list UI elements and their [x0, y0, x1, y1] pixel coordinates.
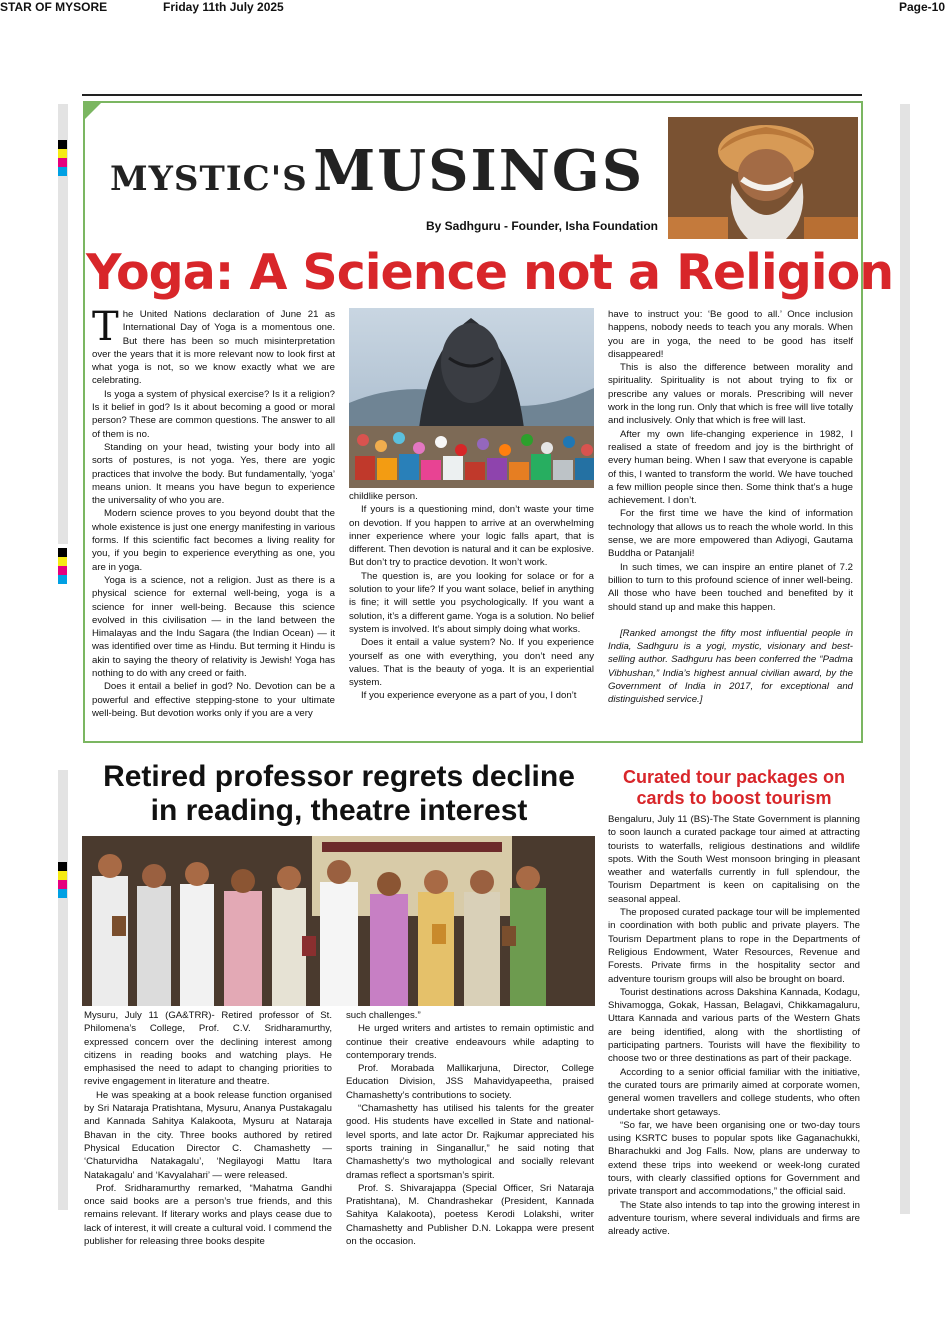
drop-cap: T — [92, 304, 119, 350]
yoga-paragraph: This is also the difference between morality and spirituality. Spirituality is not about trying to fix or prescribe any values or morals. Prescribing will never work in the long run. Only that which is free will live totally and inclusively. Only that which is free will last. — [608, 362, 853, 427]
tourism-paragraph: “So far, we have been organising one or two-day tours using KSRTC buses to popular spots like Gaganachukki, Bharachukki and Jog Falls. Now, plans are underway to extend these trips into weekend or week-long curated tours, with clearly classified options for Government and private transport and accommodations,” the official said. — [608, 1119, 860, 1198]
right-margin-bar — [900, 104, 910, 1214]
column-title: MYSTIC'S MUSINGS — [110, 138, 645, 204]
yoga-paragraph: Modern science proves to you beyond doubt that the whole existence is just one energy manifesting in various forms. If this scientific fact becomes a living reality for you, if you begin to experience everything as one, you are in yoga. — [92, 508, 335, 573]
yoga-paragraph: If yours is a questioning mind, don’t waste your time on devotion. If you happen to arrive at an overwhelming inner experience where your logic falls apart, that is different. Then devotion is natural and it can be explosive. But don’t try to practice devotion. It won’t work. — [349, 504, 594, 569]
yoga-paragraph: The question is, are you looking for solace or for a solution to your life? If you want solace, belief in anything is fine; it will settle you psychologically. If you want a solution, it’s a different game. Yoga is a solution. No belief system is involved. It’s about simply doing what works. — [349, 570, 594, 635]
tourism-paragraph: Tourist destinations across Dakshina Kannada, Kodagu, Shivamogga, Gokak, Hassan, Belagavi, Chikkamagaluru, Uttara Kannada and various parts of the Western Ghats are being identified, along with the shortlisting of participating partners. Tourists will have the flexibility to choose two or three destinations as part of their package. — [608, 986, 860, 1065]
professor-column-1 — [84, 1009, 332, 1248]
yoga-paragraph: Does it entail a value system? No. If you experience yourself as one with everything, you don’t need any values. That is the beauty of yoga. It is an experiential system. — [349, 637, 594, 689]
author-portrait — [668, 117, 858, 239]
paper-name: STAR OF MYSORE — [0, 0, 108, 14]
color-registration-mark — [58, 862, 67, 898]
yoga-paragraph: Is yoga a system of physical exercise? Is it a religion? Is it belief in god? Is it about becoming a good or moral person? These are common questions. The answer to all of them is no. — [92, 388, 335, 440]
professor-paragraph: Prof. Sridharamurthy remarked, “Mahatma Gandhi once said books are a person’s true friends, and this remains relevant. If literary works and plays cease due to lack of interest, it will create a cultural void. I commend the publisher for releasing three books despite — [84, 1182, 332, 1248]
left-margin-bar-bottom — [58, 770, 68, 1210]
byline: By Sadhguru - Founder, Isha Foundation — [426, 219, 658, 233]
professor-paragraph: Mysuru, July 11 (GA&TRR)- Retired professor of St. Philomena’s College, Prof. C.V. Sridharamurthy, expressed concern over the declining interest among citizens in reading books and watching plays. He emphasised the need to adapt to changing priorities to revive engagement in literature and theatre. — [84, 1010, 332, 1088]
color-registration-mark — [58, 548, 67, 584]
book-release-photo — [82, 836, 595, 1006]
professor-headline: Retired professor regrets decline in reading, theatre interest — [103, 760, 575, 827]
yoga-paragraph: Standing on your head, twisting your body into all sorts of postures, is not yoga. Yes, there are yogic practices that involve the body. But fundamentally, ‘yoga’ means union. It means you have begun to experience the universality of who you are. — [92, 441, 335, 507]
yoga-column-2 — [349, 490, 594, 703]
professor-paragraph: Prof. S. Shivarajappa (Special Officer, Sri Nataraja Pratishtana), M. Chandrashekar (President, Kannada Sahitya Kalakoota), poetess Kerodi Lolakshi, writer Chamashetty and Publisher D.N. Lokappa were present on the occasion. — [346, 1182, 594, 1248]
yoga-paragraph: childlike person. — [349, 491, 418, 502]
yoga-column-3 — [608, 308, 853, 707]
professor-paragraph: Prof. Morabada Mallikarjuna, Director, College Education Division, JSS Mahavidyapeetha, praised Chamashetty’s contributions to society. — [346, 1063, 594, 1101]
professor-paragraph: He was speaking at a book release function organised by Sri Nataraja Pratishtana, Mysuru, Ananya Pustakagalu and Kannada Sahitya Kalakoota, Mysuru at Nataraja Bhavan in the city. Three books authored by retired Physical Education Director C. Chamashetty — ‘Chaturvidha Natakagalu’, ‘Negilayogi Mattu Itara Natakagalu’ and ‘Kavyalahari’ — were released. — [84, 1089, 332, 1181]
tourism-headline: Curated tour packages on cards to boost tourism — [622, 767, 846, 808]
professor-paragraph: “Chamashetty has utilised his talents for the greater good. His students have excelled in State and national-level sports, and late actor Dr. Rajkumar appreciated his sports training in Singanallur,” he said noting that Chamashetty’s two mythological and socially relevant dramas reflect a sportsman’s spirit. — [346, 1103, 594, 1181]
page-number: Page-10 — [898, 0, 945, 14]
masthead-rule — [82, 94, 862, 96]
yoga-column-1 — [92, 304, 335, 720]
professor-paragraph: such challenges.” — [346, 1010, 421, 1021]
yoga-paragraph: For the first time we have the kind of information technology that allows us to reach the whole world. In this sense, we are more empowered than Adiyogi, Gautama Buddha or Patanjali! — [608, 508, 853, 560]
yoga-paragraph: If you experience everyone as a part of you, I don’t — [361, 690, 577, 702]
professor-paragraph: He urged writers and artistes to remain optimistic and continue their creative endeavours while adapting to contemporary trends. — [346, 1023, 594, 1061]
yoga-paragraph: have to instruct you: ‘Be good to all.’ Once inclusion happens, nobody needs to teach you any morals. When you are in yoga, the need to be good has itself disappeared! — [608, 309, 853, 360]
tourism-paragraph: The State also intends to tap into the growing interest in adventure tourism, where several individuals and firms are already active. — [608, 1199, 860, 1238]
tourism-paragraph: According to a senior official familiar with the initiative, the curated tours are primarily aimed at corporate women, general women travellers and college students, who often undertake short getaways. — [608, 1066, 860, 1118]
issue-date: Friday 11th July 2025 — [163, 0, 284, 14]
masthead — [0, 0, 945, 16]
tourism-paragraph: The proposed curated package tour will be implemented in coordination with both public and private players. The Tourism Department plans to rope in the Departments of Religious Endowment, Water Resources, Revenue and Forests. Private firms in the hospitality sector and adventure tourism groups will also be brought on board. — [608, 907, 860, 985]
yoga-paragraph: In such times, we can inspire an entire planet of 7.2 billion to turn to this profound science of inner well-being. All those who have been touched and benefited by it should stand up and make this happen. — [608, 561, 853, 613]
professor-column-2 — [346, 1009, 594, 1248]
box-corner-accent — [83, 101, 103, 121]
author-note: [Ranked amongst the fifty most influential people in India, Sadhguru is a yogi, mystic, visionary and best-selling author. Sadhguru has been conferred the “Padma Vibhushan,” India’s highest annual civilian award, by the Government of India in 2017, for exceptional and distinguished service.] — [608, 627, 853, 706]
adiyogi-photo — [349, 308, 594, 488]
yoga-paragraph: After my own life-changing experience in 1982, I realised a state of freedom and joy is the birthright of every human being. When I saw that everyone is capable of this, I wanted to transform the world. We have touched a few million people since then. Some think that’s a huge achievement. I don’t. — [608, 428, 853, 507]
yoga-paragraph: The United Nations declaration of June 21 as International Day of Yoga is a momentous one. But there has been so much misinterpretation over the years that it is more relevant now to look first at what yoga is not, so we know exactly what we are celebrating. — [92, 304, 335, 387]
color-registration-mark — [58, 140, 67, 176]
tourism-column — [608, 813, 860, 1239]
yoga-headline: Yoga: A Science not a Religion — [86, 244, 894, 301]
tourism-paragraph: Bengaluru, July 11 (BS)-The State Government is planning to soon launch a curated package tour aimed at attracting tourists to waterfalls, religious destinations and wildlife spots. With the South West monsoon bringing in pleasant weather and waterfalls currently in full splendour, the Tourism Department is keen on capitalising on the seasonal appeal. — [608, 814, 860, 905]
yoga-paragraph: Does it entail a belief in god? No. Devotion can be a powerful and effective stepping-stone to your ultimate well-being. But devotion works only if you are a very — [92, 681, 335, 719]
yoga-paragraph: Yoga is a science, not a religion. Just as there is a physical science for external well-being, yoga is a science for inner well-being. Because this science evolved in this civilisation — in the land between the Himalayas and the Indu Sagara (the Indian Ocean) — it was identified over time as Hindu. But terming it Hindu is akin to saying the theory of relativity is Jewish! Yoga has nothing to do with any creed or faith. — [92, 574, 335, 680]
